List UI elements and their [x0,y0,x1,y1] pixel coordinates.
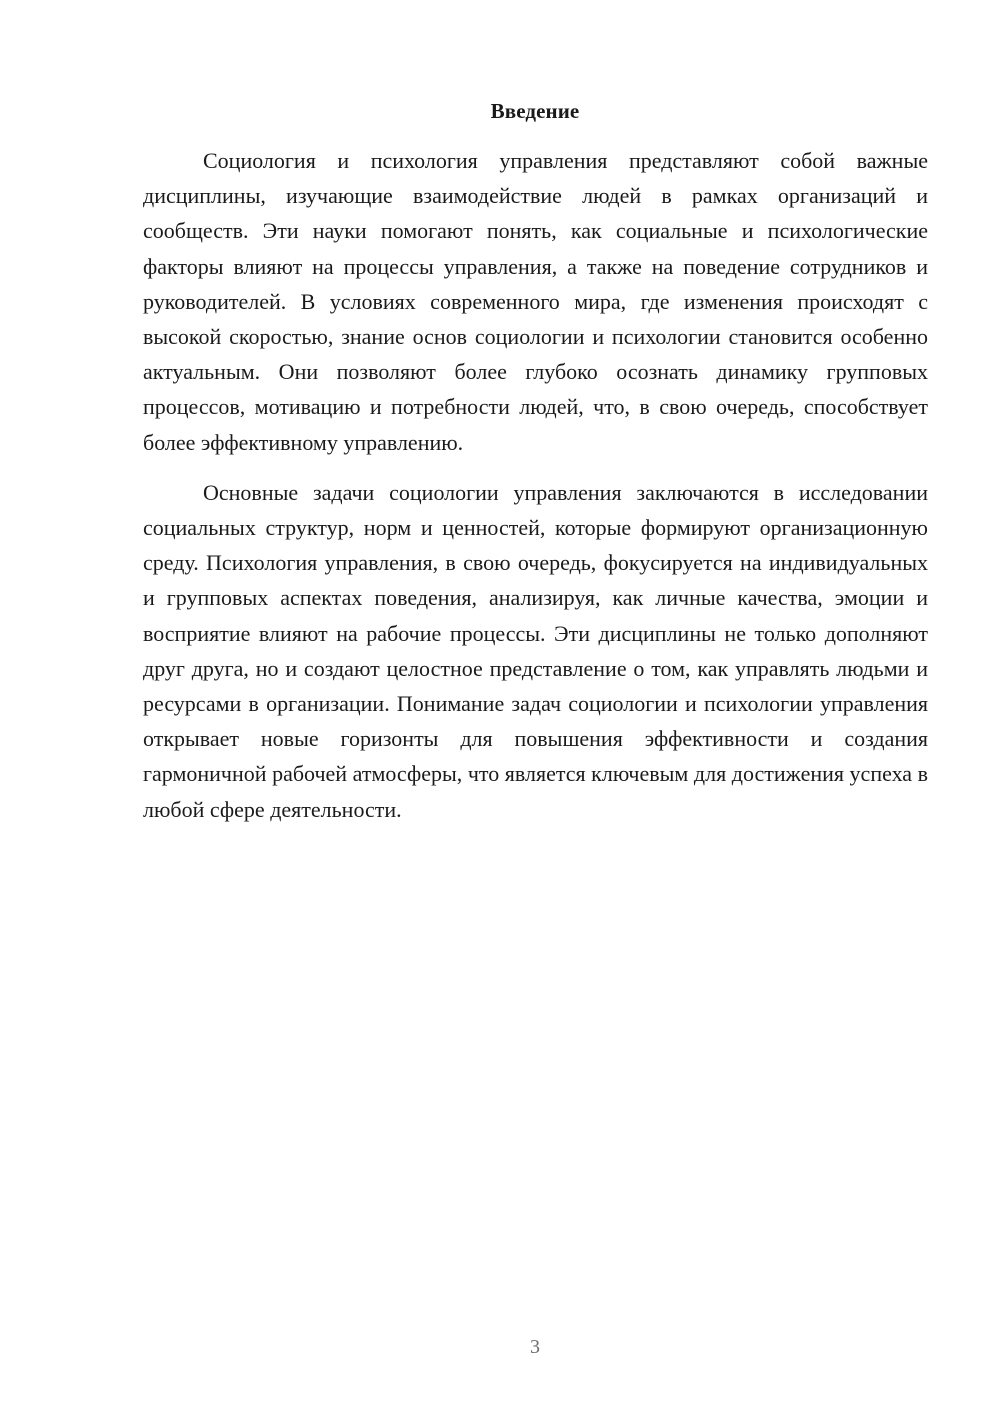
page-number: 3 [530,1336,540,1358]
paragraph-main-tasks: Основные задачи социологии управления заключаются в исследовании социальных структур, норм и ценностей, которые формируют организационную среду. Психология управления, в свою очередь, фокусируется на индивидуальных и групповых аспектах поведения, анализируя, как личные качества, эмоции и восприятие влияют на рабочие процессы. Эти дисциплины не только дополняют друг друга, но и создают целостное представление о том, как управлять людьми и ресурсами в организации. Понимание задач социологии и психологии управления открывает новые горизонты для повышения эффективности и создания гармоничной рабочей атмосферы, что является ключевым для достижения успеха в любой сфере деятельности. [143,479,928,822]
section-heading: Введение [490,99,580,123]
paragraph-introduction: Социология и психология управления представляют собой важные дисциплины, изучающие взаимодействие людей в рамках организаций и сообществ. Эти науки помогают понять, как социальные и психологические факторы влияют на процессы управления, а также на поведение сотрудников и руководителей. В условиях современного мира, где изменения происходят с высокой скоростью, знание основ социологии и психологии становится особенно актуальным. Они позволяют более глубоко осознать динамику групповых процессов, мотивацию и потребности людей, что, в свою очередь, способствует более эффективному управлению. [143,148,928,455]
body-text [143,143,928,827]
